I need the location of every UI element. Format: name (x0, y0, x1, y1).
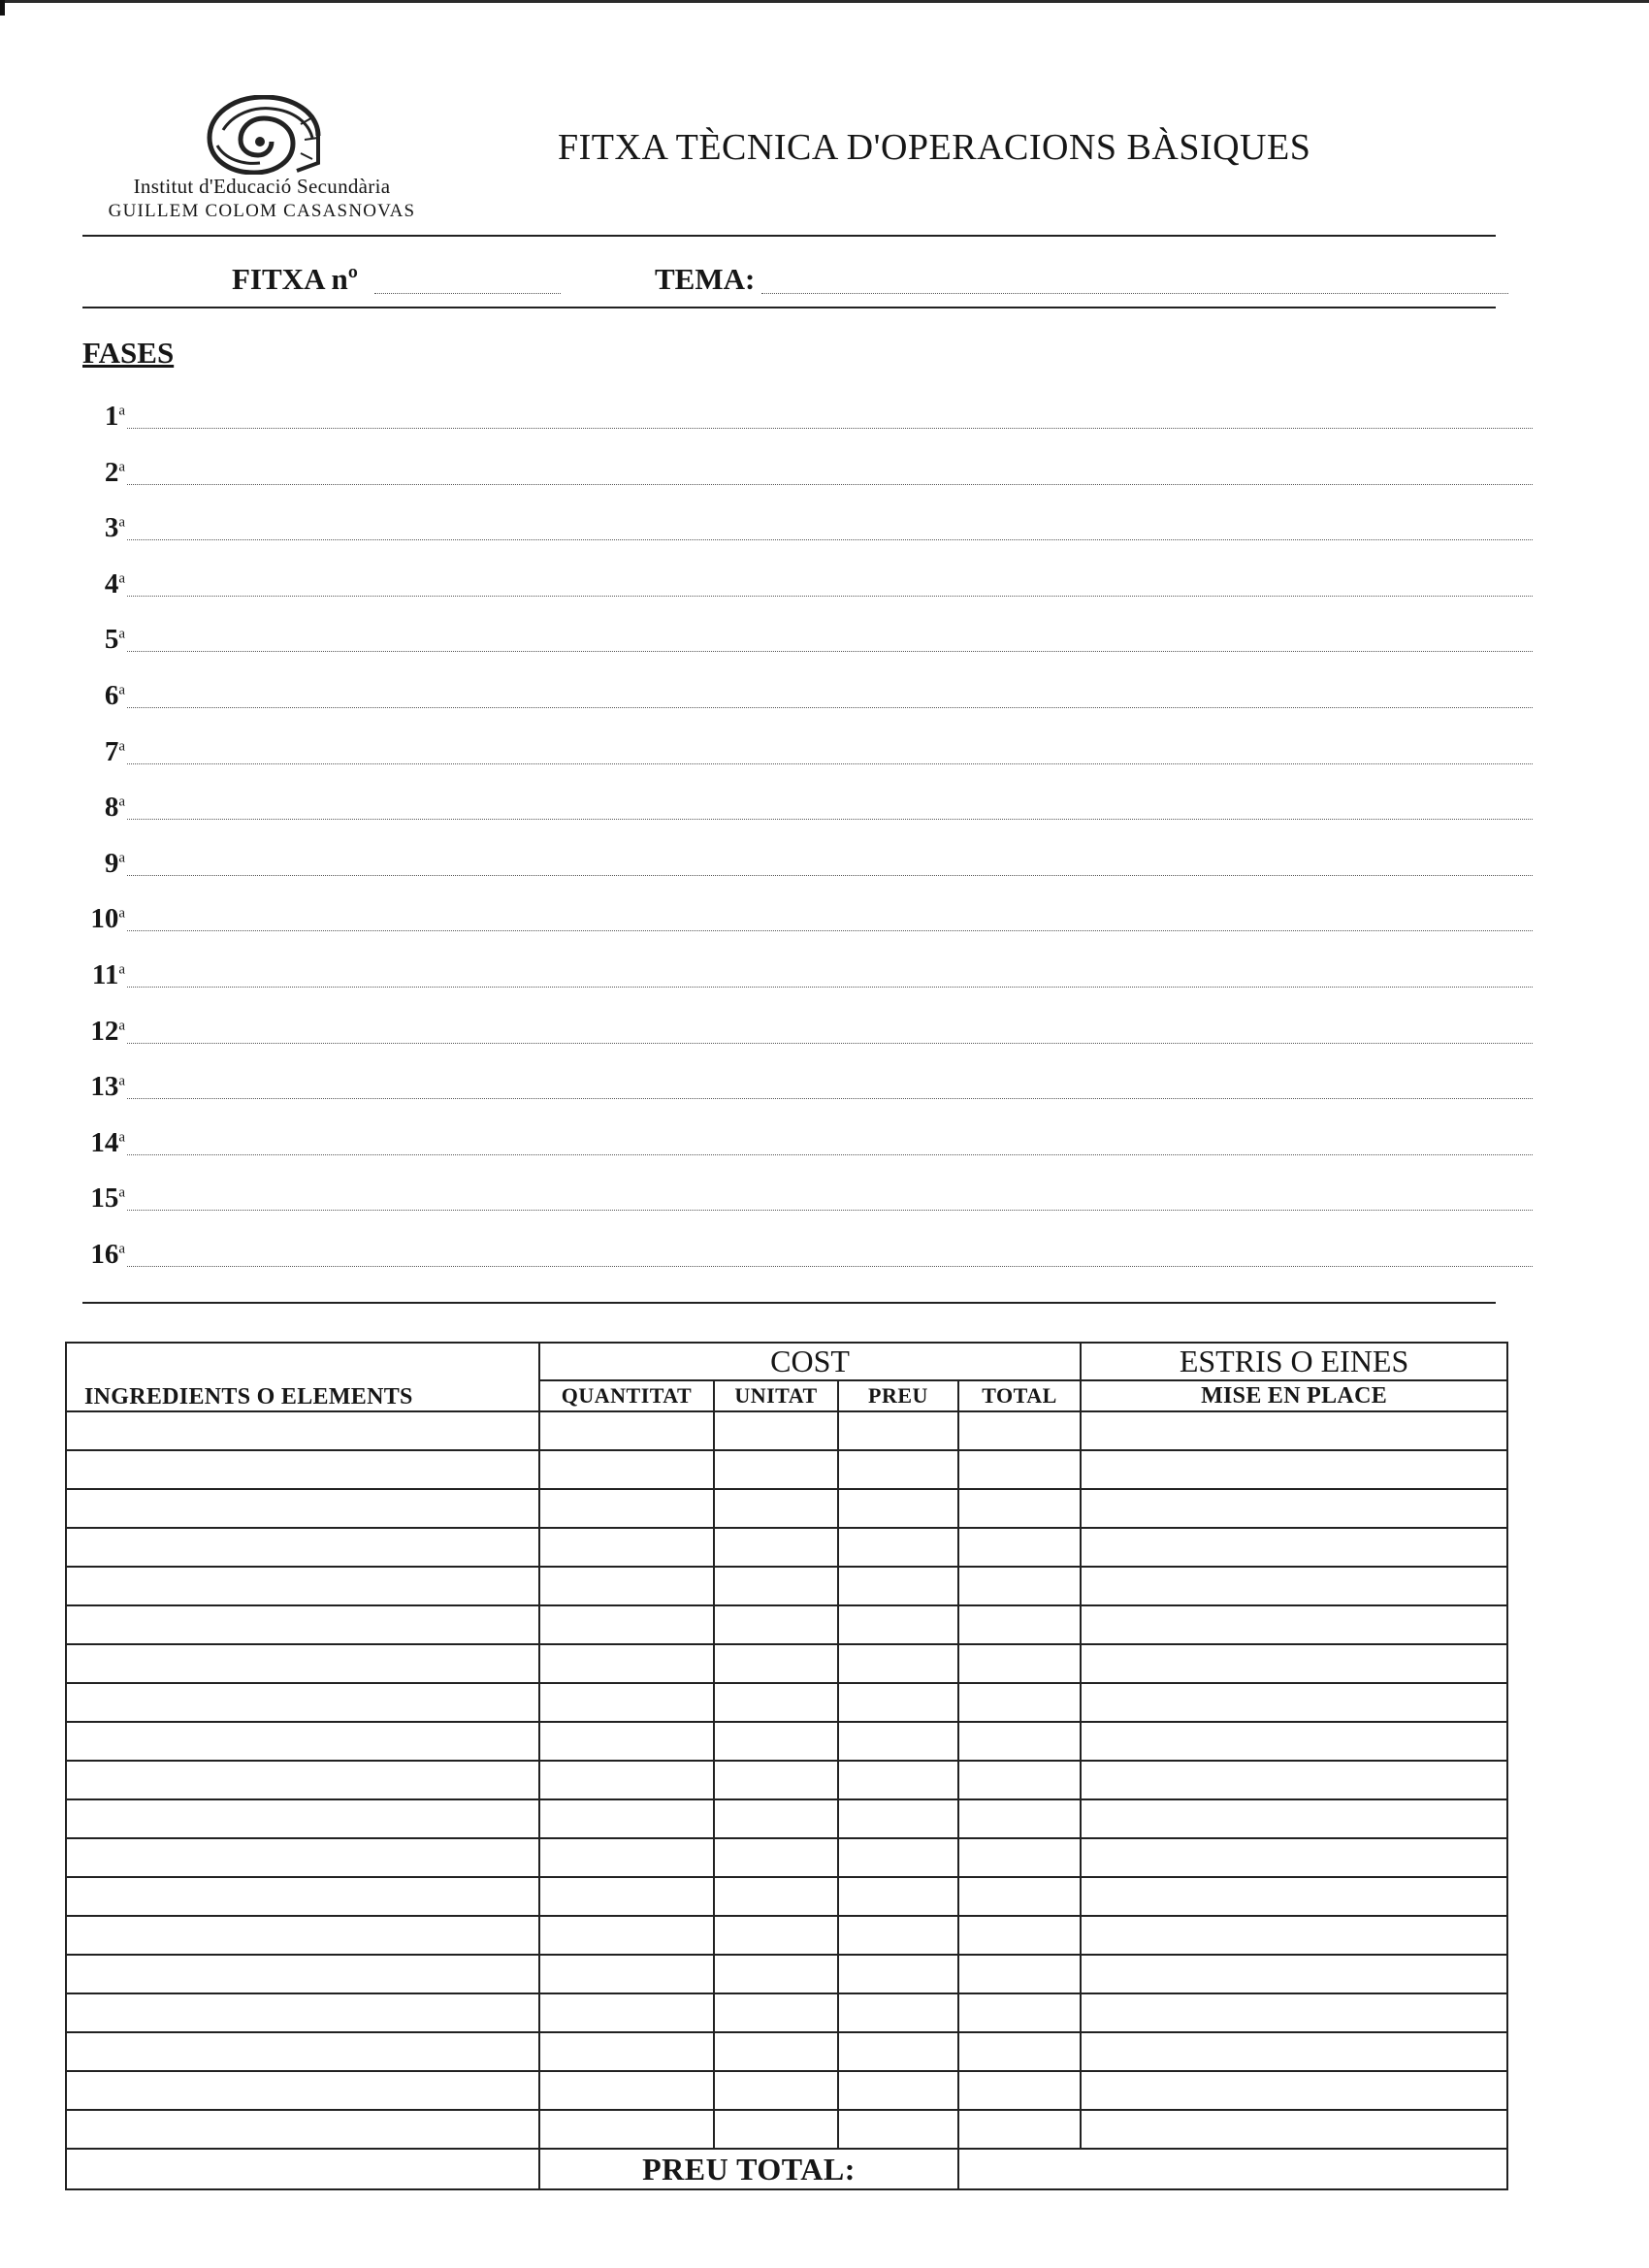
fase-number (78, 1071, 125, 1103)
preu-cell[interactable] (838, 1993, 958, 2032)
unitat-cell[interactable] (714, 1450, 838, 1489)
total-cell[interactable] (958, 1993, 1081, 2032)
fase-number-suffix: a (118, 1129, 125, 1146)
fase-number-value: 3 (104, 512, 119, 544)
fase-number-value: 5 (104, 624, 119, 656)
mise-en-place-cell[interactable] (1081, 2032, 1507, 2071)
table-row (66, 1411, 1507, 1450)
quantitat-cell[interactable] (539, 1955, 714, 1993)
fase-row (78, 1066, 1533, 1105)
quantitat-header: QUANTITAT (539, 1380, 714, 1411)
ingredient-cell[interactable] (66, 1761, 539, 1799)
preu-cell[interactable] (838, 1955, 958, 1993)
fase-number-suffix: a (118, 1241, 125, 1257)
total-cell[interactable] (958, 1683, 1081, 1722)
mise-en-place-cell[interactable] (1081, 1916, 1507, 1955)
fase-row (78, 955, 1533, 993)
mise-en-place-cell[interactable] (1081, 1877, 1507, 1916)
cost-header: COST (539, 1343, 1081, 1380)
mise-en-place-header: MISE EN PLACE (1081, 1380, 1507, 1411)
mise-en-place-cell[interactable] (1081, 1567, 1507, 1605)
table-row (66, 1489, 1507, 1528)
fase-number (78, 1016, 125, 1048)
unitat-cell[interactable] (714, 1722, 838, 1761)
fase-input-line[interactable] (127, 930, 1533, 931)
fase-number-suffix: a (118, 905, 125, 922)
quantitat-cell[interactable] (539, 1489, 714, 1528)
unitat-cell[interactable] (714, 1683, 838, 1722)
fase-number (78, 1183, 125, 1215)
fase-input-line[interactable] (127, 1098, 1533, 1099)
table-row (66, 1644, 1507, 1683)
total-cell[interactable] (958, 1450, 1081, 1489)
table-row (66, 2071, 1507, 2110)
quantitat-cell[interactable] (539, 1450, 714, 1489)
unitat-cell[interactable] (714, 1838, 838, 1877)
fase-number (78, 959, 125, 991)
fase-row (78, 564, 1533, 602)
mise-en-place-cell[interactable] (1081, 1528, 1507, 1567)
table-row (66, 1799, 1507, 1838)
fase-number-suffix: a (118, 1073, 125, 1089)
preu-header: PREU (838, 1380, 958, 1411)
scan-corner-mark (0, 0, 5, 16)
fase-input-line[interactable] (127, 763, 1533, 764)
table-row (66, 2110, 1507, 2149)
fase-number-value: 14 (90, 1126, 119, 1158)
table-row (66, 1528, 1507, 1567)
fase-number-value: 12 (90, 1015, 119, 1047)
total-cell[interactable] (958, 2071, 1081, 2110)
fase-row (78, 1122, 1533, 1161)
quantitat-cell[interactable] (539, 1605, 714, 1644)
fase-row (78, 898, 1533, 937)
fase-number-value: 7 (104, 735, 119, 767)
fase-input-line[interactable] (127, 875, 1533, 876)
mise-en-place-cell[interactable] (1081, 1722, 1507, 1761)
ingredient-cell[interactable] (66, 1955, 539, 1993)
table-row (66, 2032, 1507, 2071)
fase-number (78, 792, 125, 824)
quantitat-cell[interactable] (539, 2032, 714, 2071)
table-row (66, 1838, 1507, 1877)
estris-header: ESTRIS O EINES (1081, 1343, 1507, 1380)
fase-number-value: 15 (90, 1183, 119, 1215)
fase-number (78, 680, 125, 712)
preu-cell[interactable] (838, 1722, 958, 1761)
fitxa-number-label: FITXA nº (232, 262, 358, 296)
total-cell[interactable] (958, 1411, 1081, 1450)
fase-input-line[interactable] (127, 651, 1533, 652)
table-row (66, 1722, 1507, 1761)
unitat-cell[interactable] (714, 1411, 838, 1450)
mise-en-place-cell[interactable] (1081, 1683, 1507, 1722)
total-cell[interactable] (958, 1489, 1081, 1528)
unitat-cell[interactable] (714, 1877, 838, 1916)
document-title: FITXA TÈCNICA D'OPERACIONS BÀSIQUES (558, 127, 1311, 168)
fase-input-line[interactable] (127, 707, 1533, 708)
fase-input-line[interactable] (127, 539, 1533, 540)
preu-cell[interactable] (838, 1411, 958, 1450)
header-divider-bottom (82, 307, 1496, 308)
quantitat-cell[interactable] (539, 1916, 714, 1955)
quantitat-cell[interactable] (539, 1567, 714, 1605)
fase-number-suffix: a (118, 1017, 125, 1033)
fases-divider (82, 1302, 1496, 1304)
ingredient-cell[interactable] (66, 1644, 539, 1683)
fase-number (78, 1239, 125, 1271)
fase-row (78, 1178, 1533, 1216)
nautilus-shell-logo-icon (204, 95, 324, 175)
quantitat-cell[interactable] (539, 1838, 714, 1877)
quantitat-cell[interactable] (539, 2071, 714, 2110)
quantitat-cell[interactable] (539, 1877, 714, 1916)
total-cell[interactable] (958, 1761, 1081, 1799)
header-divider-top (82, 235, 1496, 237)
total-cell[interactable] (958, 1877, 1081, 1916)
fase-number-suffix: a (118, 626, 125, 642)
fase-row (78, 1234, 1533, 1273)
table-row (66, 1605, 1507, 1644)
total-row-blank (66, 2149, 539, 2189)
ingredient-cell[interactable] (66, 1916, 539, 1955)
mise-en-place-cell[interactable] (1081, 2110, 1507, 2149)
fase-row (78, 396, 1533, 435)
mise-en-place-cell[interactable] (1081, 2071, 1507, 2110)
fase-number-value: 1 (104, 401, 119, 432)
preu-cell[interactable] (838, 1761, 958, 1799)
ingredients-header: INGREDIENTS O ELEMENTS (66, 1380, 539, 1411)
quantitat-cell[interactable] (539, 1761, 714, 1799)
ingredient-cell[interactable] (66, 1605, 539, 1644)
school-name-line2: GUILLEM COLOM CASASNOVAS (108, 201, 416, 221)
fase-number-value: 8 (104, 792, 119, 824)
total-cell[interactable] (958, 2032, 1081, 2071)
fase-number-value: 10 (90, 903, 119, 935)
preu-cell[interactable] (838, 2071, 958, 2110)
preu-cell[interactable] (838, 2032, 958, 2071)
table-row (66, 1955, 1507, 1993)
fase-number-suffix: a (118, 403, 125, 419)
fase-row (78, 507, 1533, 546)
preu-cell[interactable] (838, 1799, 958, 1838)
quantitat-cell[interactable] (539, 2110, 714, 2149)
table-row (66, 1683, 1507, 1722)
unitat-cell[interactable] (714, 1916, 838, 1955)
fase-row (78, 452, 1533, 491)
preu-total-label: PREU TOTAL: (539, 2149, 958, 2189)
table-body (66, 1411, 1507, 2149)
unitat-cell[interactable] (714, 1489, 838, 1528)
ingredient-cell[interactable] (66, 1683, 539, 1722)
unitat-cell[interactable] (714, 1799, 838, 1838)
ingredients-cost-table (65, 1342, 1508, 2190)
fase-number (78, 1127, 125, 1159)
total-header: TOTAL (958, 1380, 1081, 1411)
total-cell[interactable] (958, 1567, 1081, 1605)
fase-row (78, 675, 1533, 714)
fase-input-line[interactable] (127, 1043, 1533, 1044)
quantitat-cell[interactable] (539, 1411, 714, 1450)
fase-number-value: 16 (90, 1239, 119, 1270)
quantitat-cell[interactable] (539, 1644, 714, 1683)
preu-cell[interactable] (838, 1877, 958, 1916)
ingredient-cell[interactable] (66, 1411, 539, 1450)
tema-label: TEMA: (655, 262, 756, 296)
unitat-cell[interactable] (714, 1955, 838, 1993)
ingredient-cell[interactable] (66, 1799, 539, 1838)
preu-cell[interactable] (838, 1644, 958, 1683)
unitat-cell[interactable] (714, 2032, 838, 2071)
fase-number-suffix: a (118, 682, 125, 698)
total-cell[interactable] (958, 1799, 1081, 1838)
mise-en-place-cell[interactable] (1081, 1411, 1507, 1450)
ingredient-cell[interactable] (66, 1993, 539, 2032)
fase-number (78, 401, 125, 433)
preu-total-value[interactable] (958, 2149, 1507, 2189)
fase-row (78, 731, 1533, 770)
fase-number-suffix: a (118, 514, 125, 531)
fase-input-line[interactable] (127, 1154, 1533, 1155)
ingredient-cell[interactable] (66, 1567, 539, 1605)
total-cell[interactable] (958, 1838, 1081, 1877)
fase-number-value: 6 (104, 680, 119, 711)
table-row (66, 1567, 1507, 1605)
quantitat-cell[interactable] (539, 1683, 714, 1722)
unitat-cell[interactable] (714, 1993, 838, 2032)
fase-input-line[interactable] (127, 484, 1533, 485)
quantitat-cell[interactable] (539, 1799, 714, 1838)
preu-cell[interactable] (838, 1489, 958, 1528)
fase-input-line[interactable] (127, 428, 1533, 429)
mise-en-place-cell[interactable] (1081, 1993, 1507, 2032)
mise-en-place-cell[interactable] (1081, 1838, 1507, 1877)
fase-input-line[interactable] (127, 596, 1533, 597)
preu-cell[interactable] (838, 1450, 958, 1489)
mise-en-place-cell[interactable] (1081, 1450, 1507, 1489)
mise-en-place-cell[interactable] (1081, 1955, 1507, 1993)
fitxa-number-field[interactable] (374, 293, 561, 294)
ingredient-cell[interactable] (66, 1722, 539, 1761)
total-cell[interactable] (958, 1722, 1081, 1761)
mise-en-place-cell[interactable] (1081, 1799, 1507, 1838)
preu-cell[interactable] (838, 1683, 958, 1722)
fase-number-suffix: a (118, 737, 125, 754)
fase-number-value: 2 (104, 456, 119, 488)
ingredient-cell[interactable] (66, 1877, 539, 1916)
unitat-cell[interactable] (714, 2071, 838, 2110)
fase-input-line[interactable] (127, 819, 1533, 820)
ingredients-header-top (66, 1343, 539, 1380)
ingredient-cell[interactable] (66, 2032, 539, 2071)
school-name-line1: Institut d'Educació Secundària (133, 175, 391, 198)
table-row (66, 1993, 1507, 2032)
unitat-cell[interactable] (714, 1644, 838, 1683)
fase-number (78, 457, 125, 489)
preu-cell[interactable] (838, 1916, 958, 1955)
ingredient-cell[interactable] (66, 2110, 539, 2149)
preu-cell[interactable] (838, 1838, 958, 1877)
preu-cell[interactable] (838, 1528, 958, 1567)
scan-top-edge (0, 0, 1649, 3)
fase-number-value: 9 (104, 847, 119, 879)
fase-input-line[interactable] (127, 1266, 1533, 1267)
fase-number-value: 11 (91, 959, 119, 990)
unitat-cell[interactable] (714, 1567, 838, 1605)
fase-number-suffix: a (118, 1184, 125, 1201)
preu-cell[interactable] (838, 1567, 958, 1605)
fase-number-suffix: a (118, 850, 125, 866)
ingredient-cell[interactable] (66, 2071, 539, 2110)
fase-number-suffix: a (118, 794, 125, 810)
preu-cell[interactable] (838, 1605, 958, 1644)
fase-row (78, 787, 1533, 826)
total-cell[interactable] (958, 1955, 1081, 1993)
fase-number (78, 903, 125, 935)
fase-row (78, 843, 1533, 882)
total-cell[interactable] (958, 1916, 1081, 1955)
fase-number-value: 13 (90, 1071, 119, 1103)
fase-number-suffix: a (118, 458, 125, 474)
mise-en-place-cell[interactable] (1081, 1489, 1507, 1528)
tema-field[interactable] (761, 293, 1508, 294)
quantitat-cell[interactable] (539, 1528, 714, 1567)
unitat-cell[interactable] (714, 1761, 838, 1799)
fase-input-line[interactable] (127, 987, 1533, 988)
quantitat-cell[interactable] (539, 1993, 714, 2032)
fase-row (78, 619, 1533, 658)
total-cell[interactable] (958, 1605, 1081, 1644)
fase-number (78, 848, 125, 880)
total-cell[interactable] (958, 2110, 1081, 2149)
table-row (66, 1450, 1507, 1489)
fase-row (78, 1011, 1533, 1050)
unitat-header: UNITAT (714, 1380, 838, 1411)
table-row (66, 1916, 1507, 1955)
ingredient-cell[interactable] (66, 1450, 539, 1489)
mise-en-place-cell[interactable] (1081, 1761, 1507, 1799)
fases-title: FASES (82, 336, 175, 370)
table-row (66, 1877, 1507, 1916)
fase-number-suffix: a (118, 961, 125, 978)
ingredient-cell[interactable] (66, 1528, 539, 1567)
preu-cell[interactable] (838, 2110, 958, 2149)
unitat-cell[interactable] (714, 2110, 838, 2149)
total-cell[interactable] (958, 1644, 1081, 1683)
quantitat-cell[interactable] (539, 1722, 714, 1761)
unitat-cell[interactable] (714, 1605, 838, 1644)
unitat-cell[interactable] (714, 1528, 838, 1567)
fase-number-suffix: a (118, 570, 125, 587)
fase-number (78, 624, 125, 656)
mise-en-place-cell[interactable] (1081, 1605, 1507, 1644)
fase-input-line[interactable] (127, 1210, 1533, 1211)
ingredient-cell[interactable] (66, 1489, 539, 1528)
fase-number-value: 4 (104, 567, 119, 599)
fase-number (78, 568, 125, 600)
fase-number (78, 512, 125, 544)
table-row (66, 1761, 1507, 1799)
ingredient-cell[interactable] (66, 1838, 539, 1877)
total-cell[interactable] (958, 1528, 1081, 1567)
fase-number (78, 736, 125, 768)
mise-en-place-cell[interactable] (1081, 1644, 1507, 1683)
